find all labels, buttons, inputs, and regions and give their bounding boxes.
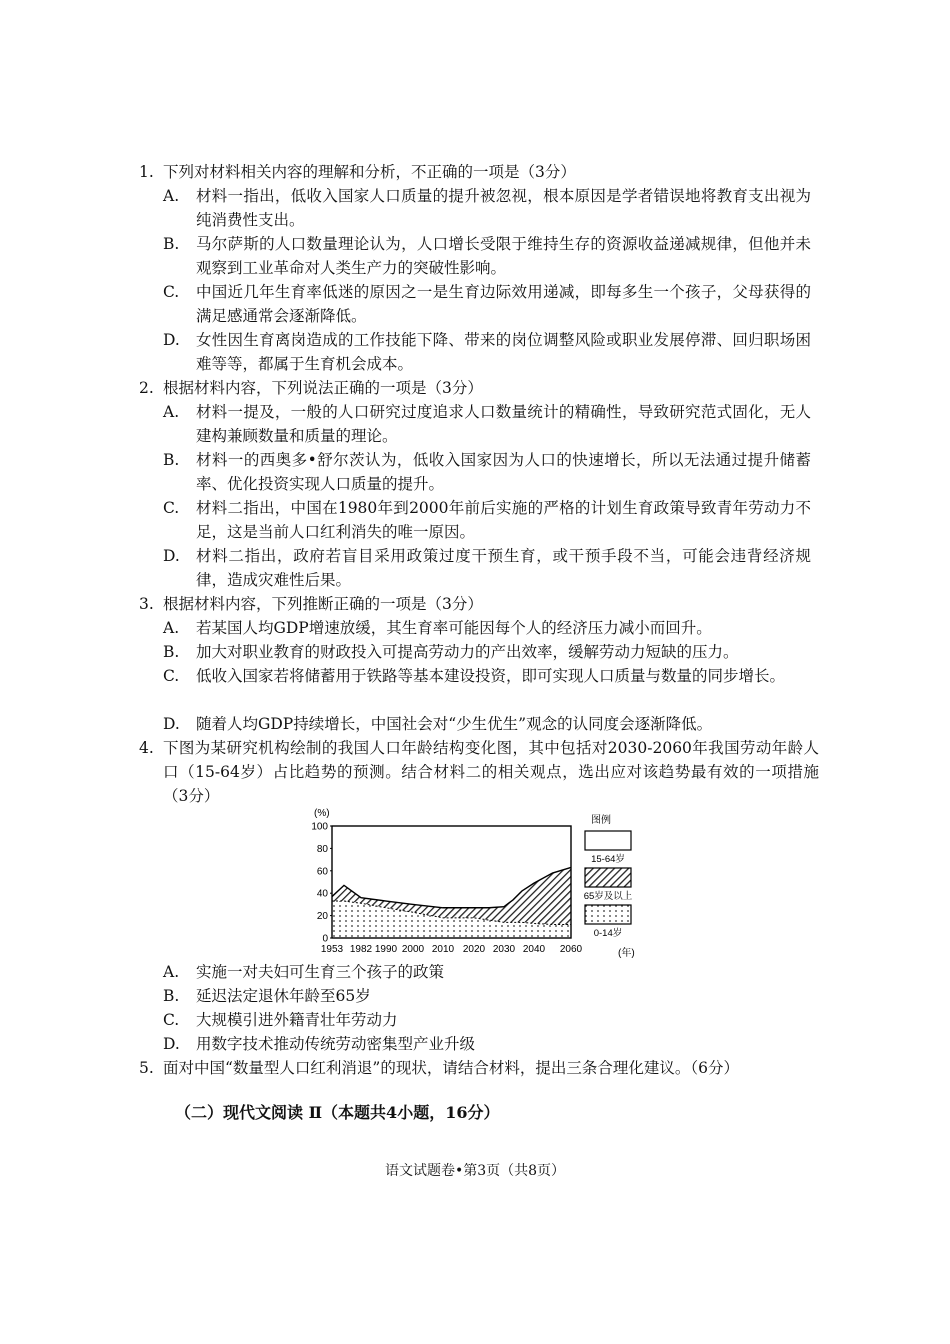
question-5-stem <box>139 1056 819 1080</box>
option-text: 随着人均GDP持续增长，中国社会对“少生优生”观念的认同度会逐渐降低。 <box>196 715 713 733</box>
y-tick-label-20: 20 <box>316 911 328 923</box>
x-tick-label-2020: 2020 <box>462 944 486 955</box>
option-letter: C. <box>163 1011 180 1029</box>
option-text: 若某国人均GDP增速放缓，其生育率可能因每个人的经济压力减小而回升。 <box>196 619 712 637</box>
option-letter: A. <box>163 619 180 637</box>
legend-label-65-plus: 65岁及以上 <box>583 891 633 902</box>
option-letter: B. <box>163 235 180 253</box>
option-letter: B. <box>163 987 180 1005</box>
question-text: 面对中国“数量型人口红利消退”的现状，请结合材料，提出三条合理化建议。（6分） <box>163 1059 739 1077</box>
option-text: 女性因生育离岗造成的工作技能下降、带来的岗位调整风险或职业发展停滞、回归职场困难等等，都属于生育机会成本。 <box>196 331 811 373</box>
x-tick-label-2040: 2040 <box>522 944 546 955</box>
y-tick-label-100: 100 <box>311 821 328 833</box>
option-letter: A. <box>163 963 180 981</box>
question-2-stem <box>139 376 819 400</box>
question-2-option-a <box>163 400 811 448</box>
question-2-option-c <box>163 496 811 544</box>
option-text: 大规模引进外籍青壮年劳动力 <box>196 1011 398 1029</box>
option-text: 马尔萨斯的人口数量理论认为，人口增长受限于维持生存的资源收益递减规律，但他并未观察到工业革命对人类生产力的突破性影响。 <box>196 235 811 277</box>
question-4-option-d <box>163 1032 811 1056</box>
option-text: 实施一对夫妇可生育三个孩子的政策 <box>196 963 445 981</box>
question-4-option-c <box>163 1008 811 1032</box>
question-4-option-a <box>163 960 811 984</box>
x-tick-label-1982: 1982 <box>349 944 373 955</box>
option-letter: C. <box>163 283 180 301</box>
y-tick-label-0: 0 <box>322 933 328 945</box>
question-3-option-d <box>163 712 811 736</box>
question-1-option-c <box>163 280 811 328</box>
option-text: 延迟法定退休年龄至65岁 <box>196 987 371 1005</box>
question-text: 根据材料内容，下列说法正确的一项是（3分） <box>163 379 483 397</box>
option-text: 中国近几年生育率低迷的原因之一是生育边际效用递减，即每多生一个孩子，父母获得的满足感通常会逐渐降低。 <box>196 283 811 325</box>
option-text: 用数字技术推动传统劳动密集型产业升级 <box>196 1035 476 1053</box>
question-4-option-b <box>163 984 811 1008</box>
option-letter: A. <box>163 187 180 205</box>
x-tick-label-2060: 2060 <box>559 944 583 955</box>
question-number: 2. <box>139 379 154 397</box>
y-tick-label-40: 40 <box>316 888 328 900</box>
page-footer: 语文试题卷•第3页（共8页） <box>384 1163 566 1179</box>
question-number: 1. <box>139 163 154 181</box>
option-letter: D. <box>163 547 180 565</box>
question-2-option-d <box>163 544 811 592</box>
option-letter: B. <box>163 643 180 661</box>
option-text: 低收入国家若将储蓄用于铁路等基本建设投资，即可实现人口质量与数量的同步增长。 <box>196 667 786 685</box>
legend-swatch-65-plus <box>585 868 631 887</box>
y-tick-label-80: 80 <box>316 843 328 855</box>
option-letter: D. <box>163 715 180 733</box>
question-text: 根据材料内容，下列推断正确的一项是（3分） <box>163 595 483 613</box>
population-age-structure-chart <box>296 804 648 962</box>
section-title: （二）现代文阅读 Ⅱ（本题共4小题，16分） <box>175 1103 500 1122</box>
x-tick-label-2030: 2030 <box>492 944 516 955</box>
question-number: 3. <box>139 595 154 613</box>
question-2-option-b <box>163 448 811 496</box>
option-text: 材料二指出，中国在1980年到2000年前后实施的严格的计划生育政策导致青年劳动力不足，这是当前人口红利消失的唯一原因。 <box>196 499 811 541</box>
legend-label-0-14: 0-14岁 <box>593 928 623 939</box>
question-text: 下图为某研究机构绘制的我国人口年龄结构变化图，其中包括对2030-2060年我国劳动年龄人口（15-64岁）占比趋势的预测。结合材料二的相关观点，选出应对该趋势最有效的一项措施（3分） <box>163 739 819 805</box>
question-number: 5. <box>139 1059 154 1077</box>
option-letter: D. <box>163 331 180 349</box>
option-text: 材料一的西奥多•舒尔茨认为，低收入国家因为人口的快速增长，所以无法通过提升储蓄率、优化投资实现人口质量的提升。 <box>196 451 811 493</box>
question-1-option-a <box>163 184 811 232</box>
legend-swatch-15-64 <box>585 831 631 850</box>
legend-title: 图例 <box>591 815 611 826</box>
question-text: 下列对材料相关内容的理解和分析，不正确的一项是（3分） <box>163 163 576 181</box>
question-3-option-c <box>163 664 811 688</box>
option-text: 加大对职业教育的财政投入可提高劳动力的产出效率，缓解劳动力短缺的压力。 <box>196 643 739 661</box>
question-1-stem <box>139 160 819 184</box>
option-letter: C. <box>163 499 180 517</box>
x-tick-label-2010: 2010 <box>431 944 455 955</box>
legend-swatch-0-14 <box>585 905 631 924</box>
x-unit-label: (年) <box>618 948 635 959</box>
y-tick-label-60: 60 <box>316 866 328 878</box>
option-letter: D. <box>163 1035 180 1053</box>
legend-label-15-64: 15-64岁 <box>591 854 625 865</box>
question-1-option-b <box>163 232 811 280</box>
option-text: 材料一指出，低收入国家人口质量的提升被忽视，根本原因是学者错误地将教育支出视为纯消费性支出。 <box>196 187 811 229</box>
x-tick-label-1990: 1990 <box>374 944 398 955</box>
question-3-stem <box>139 592 819 616</box>
x-tick-label-2000: 2000 <box>401 944 425 955</box>
option-text: 材料二指出，政府若盲目采用政策过度干预生育，或干预手段不当，可能会违背经济规律，造成灾难性后果。 <box>196 547 811 589</box>
x-tick-label-1953: 1953 <box>320 944 344 955</box>
question-3-option-a <box>163 616 811 640</box>
question-3-option-b <box>163 640 811 664</box>
option-letter: B. <box>163 451 180 469</box>
option-text: 材料一提及，一般的人口研究过度追求人口数量统计的精确性，导致研究范式固化，无人建构兼顾数量和质量的理论。 <box>196 403 811 445</box>
y-unit-label: (%) <box>314 808 330 819</box>
option-letter: A. <box>163 403 180 421</box>
option-letter: C. <box>163 667 180 685</box>
question-1-option-d <box>163 328 811 376</box>
question-4-stem <box>139 736 819 808</box>
question-number: 4. <box>139 739 154 757</box>
